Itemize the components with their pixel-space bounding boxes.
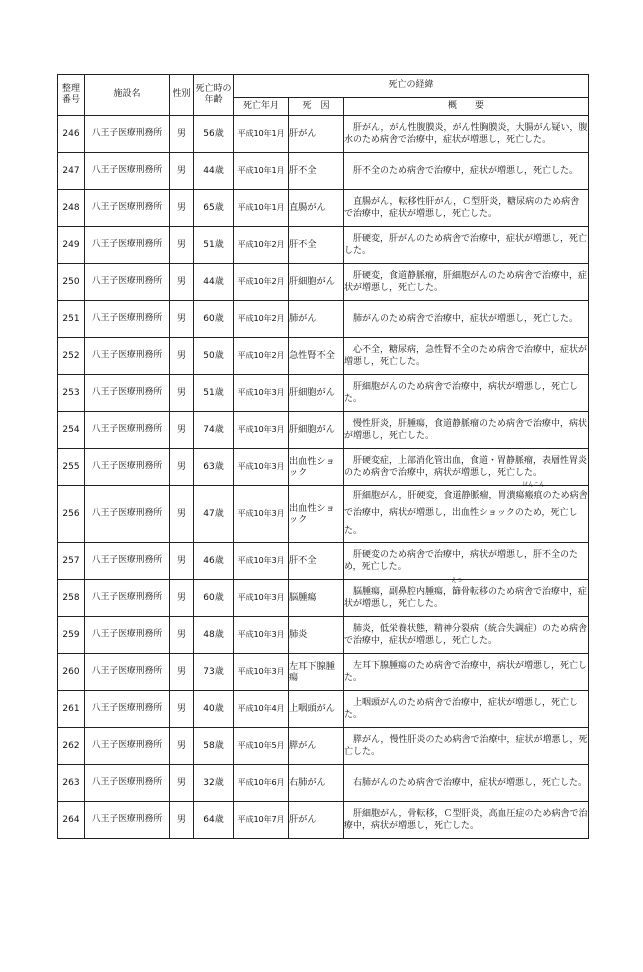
facility-name: 八王子医療刑務所 bbox=[85, 338, 170, 375]
age-at-death: 44歳 bbox=[194, 264, 234, 301]
table-header bbox=[58, 75, 589, 116]
sex: 男 bbox=[170, 375, 194, 412]
age-at-death: 47歳 bbox=[194, 486, 234, 543]
table-row bbox=[58, 190, 589, 227]
row-number: 254 bbox=[58, 412, 85, 449]
sex: 男 bbox=[170, 728, 194, 765]
row-number: 258 bbox=[58, 580, 85, 617]
facility-name: 八王子医療刑務所 bbox=[85, 543, 170, 580]
table-row bbox=[58, 412, 589, 449]
table-row bbox=[58, 449, 589, 486]
sex: 男 bbox=[170, 617, 194, 654]
table-row bbox=[58, 375, 589, 412]
cause-of-death: 肺がん bbox=[289, 301, 344, 338]
sex: 男 bbox=[170, 449, 194, 486]
sex: 男 bbox=[170, 412, 194, 449]
age-at-death: 51歳 bbox=[194, 375, 234, 412]
row-number: 247 bbox=[58, 153, 85, 190]
cause-of-death: 肝不全 bbox=[289, 153, 344, 190]
row-number: 260 bbox=[58, 654, 85, 691]
row-number: 263 bbox=[58, 765, 85, 802]
row-number: 256 bbox=[58, 486, 85, 543]
summary: 肝硬変，肝がんのため病舎で治療中，症状が増悪し，死亡した。 bbox=[344, 227, 589, 264]
facility-name: 八王子医療刑務所 bbox=[85, 375, 170, 412]
age-at-death: 40歳 bbox=[194, 691, 234, 728]
table-row bbox=[58, 802, 589, 839]
facility-name: 八王子医療刑務所 bbox=[85, 301, 170, 338]
summary: 左耳下腺腫瘍のため病舎で治療中，病状が増悪し，死亡した。 bbox=[344, 654, 589, 691]
summary: 上咽頭がんのため病舎で治療中，症状が増悪し，死亡した。 bbox=[344, 691, 589, 728]
sex: 男 bbox=[170, 765, 194, 802]
age-at-death: 50歳 bbox=[194, 338, 234, 375]
summary-text-before: 脳腫瘍，副鼻腔内腫瘍， bbox=[353, 586, 453, 597]
age-at-death: 63歳 bbox=[194, 449, 234, 486]
table-row bbox=[58, 301, 589, 338]
age-at-death: 58歳 bbox=[194, 728, 234, 765]
header-age: 死亡時の年齢 bbox=[194, 75, 234, 116]
row-number: 250 bbox=[58, 264, 85, 301]
facility-name: 八王子医療刑務所 bbox=[85, 691, 170, 728]
sex: 男 bbox=[170, 153, 194, 190]
cause-of-death: 肝がん bbox=[289, 802, 344, 839]
row-number: 261 bbox=[58, 691, 85, 728]
table-row bbox=[58, 227, 589, 264]
summary-ruby-term bbox=[451, 577, 462, 597]
cause-of-death: 肺炎 bbox=[289, 617, 344, 654]
death-date: 平成10年3月 bbox=[234, 412, 289, 449]
summary: 肝細胞がん，骨転移，Ｃ型肝炎，高血圧症のため病舎で治療中，病状が増悪し，死亡した。 bbox=[344, 802, 589, 839]
sex: 男 bbox=[170, 190, 194, 227]
death-record-table bbox=[57, 74, 589, 839]
sex: 男 bbox=[170, 338, 194, 375]
age-at-death: 46歳 bbox=[194, 543, 234, 580]
row-number: 257 bbox=[58, 543, 85, 580]
age-at-death: 48歳 bbox=[194, 617, 234, 654]
row-number: 262 bbox=[58, 728, 85, 765]
table-row bbox=[58, 543, 589, 580]
facility-name: 八王子医療刑務所 bbox=[85, 486, 170, 543]
summary-text-after: のため病舎で治療中，病状が増悪し，出血性ショックのため，死亡した。 bbox=[344, 491, 588, 536]
facility-name: 八王子医療刑務所 bbox=[85, 654, 170, 691]
summary: 肝細胞がんのため病舎で治療中，病状が増悪し，死亡した。 bbox=[344, 375, 589, 412]
ruby-base: 瘢痕 bbox=[524, 491, 543, 502]
header-no: 整理番号 bbox=[58, 75, 85, 116]
age-at-death: 60歳 bbox=[194, 580, 234, 617]
death-date: 平成10年3月 bbox=[234, 449, 289, 486]
age-at-death: 60歳 bbox=[194, 301, 234, 338]
facility-name: 八王子医療刑務所 bbox=[85, 580, 170, 617]
death-date: 平成10年2月 bbox=[234, 264, 289, 301]
sex: 男 bbox=[170, 486, 194, 543]
header-cause: 死 因 bbox=[289, 98, 344, 116]
cause-of-death: 膵がん bbox=[289, 728, 344, 765]
death-date: 平成10年2月 bbox=[234, 227, 289, 264]
facility-name: 八王子医療刑務所 bbox=[85, 412, 170, 449]
death-date: 平成10年3月 bbox=[234, 654, 289, 691]
summary: 肝がん，がん性腹膜炎，がん性胸膜炎，大腸がん疑い，腹水のため病舎で治療中，症状が増悪し，死亡した。 bbox=[344, 116, 589, 153]
row-number: 259 bbox=[58, 617, 85, 654]
sex: 男 bbox=[170, 227, 194, 264]
summary-text-after: 骨転移のため病舎で治療中，症状が増悪し，死亡した。 bbox=[344, 586, 588, 609]
cause-of-death: 肝不全 bbox=[289, 543, 344, 580]
header-process: 死亡の経緯 bbox=[234, 75, 589, 98]
facility-name: 八王子医療刑務所 bbox=[85, 802, 170, 839]
age-at-death: 32歳 bbox=[194, 765, 234, 802]
table-body bbox=[58, 116, 589, 839]
cause-of-death: 肝がん bbox=[289, 116, 344, 153]
age-at-death: 44歳 bbox=[194, 153, 234, 190]
sex: 男 bbox=[170, 580, 194, 617]
age-at-death: 65歳 bbox=[194, 190, 234, 227]
facility-name: 八王子医療刑務所 bbox=[85, 227, 170, 264]
cause-of-death: 直腸がん bbox=[289, 190, 344, 227]
table-row bbox=[58, 116, 589, 153]
row-number: 249 bbox=[58, 227, 85, 264]
facility-name: 八王子医療刑務所 bbox=[85, 153, 170, 190]
summary: 慢性肝炎，肝腫瘍，食道静脈瘤のため病舎で治療中，病状が増悪し，死亡した。 bbox=[344, 412, 589, 449]
summary-ruby-term bbox=[522, 482, 545, 502]
row-number: 255 bbox=[58, 449, 85, 486]
table-row bbox=[58, 486, 589, 543]
summary: 右肺がんのため病舎で治療中，症状が増悪し，死亡した。 bbox=[344, 765, 589, 802]
cause-of-death: 脳腫瘍 bbox=[289, 580, 344, 617]
ruby-base: 篩 bbox=[452, 586, 462, 597]
death-date: 平成10年7月 bbox=[234, 802, 289, 839]
table-row bbox=[58, 765, 589, 802]
death-date: 平成10年2月 bbox=[234, 338, 289, 375]
death-date: 平成10年2月 bbox=[234, 301, 289, 338]
table-row bbox=[58, 617, 589, 654]
age-at-death: 56歳 bbox=[194, 116, 234, 153]
death-date: 平成10年1月 bbox=[234, 153, 289, 190]
death-date: 平成10年3月 bbox=[234, 543, 289, 580]
death-date: 平成10年5月 bbox=[234, 728, 289, 765]
summary bbox=[344, 482, 589, 543]
ruby-reading: はんこん bbox=[522, 482, 545, 489]
summary: 膵がん，慢性肝炎のため病舎で治療中，症状が増悪し，死亡した。 bbox=[344, 728, 589, 765]
sex: 男 bbox=[170, 802, 194, 839]
summary: 直腸がん，転移性肝がん，Ｃ型肝炎，糖尿病のため病舎で治療中，症状が増悪し，死亡した。 bbox=[344, 190, 589, 227]
death-date: 平成10年3月 bbox=[234, 580, 289, 617]
sex: 男 bbox=[170, 116, 194, 153]
summary: 肝硬変症，上部消化管出血，食道・胃静脈瘤，表層性胃炎のため病舎で治療中，病状が増悪し，死亡した。 bbox=[344, 449, 589, 486]
row-number: 253 bbox=[58, 375, 85, 412]
table-row bbox=[58, 264, 589, 301]
facility-name: 八王子医療刑務所 bbox=[85, 449, 170, 486]
table-row bbox=[58, 728, 589, 765]
cause-of-death: 左耳下腺腫瘍 bbox=[289, 654, 344, 691]
cause-of-death: 肝不全 bbox=[289, 227, 344, 264]
sex: 男 bbox=[170, 301, 194, 338]
sex: 男 bbox=[170, 264, 194, 301]
header-summary: 概 要 bbox=[344, 98, 589, 116]
sex: 男 bbox=[170, 543, 194, 580]
cause-of-death: 上咽頭がん bbox=[289, 691, 344, 728]
death-date: 平成10年1月 bbox=[234, 190, 289, 227]
age-at-death: 73歳 bbox=[194, 654, 234, 691]
table-row bbox=[58, 153, 589, 190]
facility-name: 八王子医療刑務所 bbox=[85, 116, 170, 153]
facility-name: 八王子医療刑務所 bbox=[85, 190, 170, 227]
table-row bbox=[58, 580, 589, 617]
row-number: 251 bbox=[58, 301, 85, 338]
cause-of-death: 出血性ショック bbox=[289, 449, 344, 486]
facility-name: 八王子医療刑務所 bbox=[85, 617, 170, 654]
death-date: 平成10年1月 bbox=[234, 116, 289, 153]
cause-of-death: 肝細胞がん bbox=[289, 375, 344, 412]
row-number: 252 bbox=[58, 338, 85, 375]
death-date: 平成10年6月 bbox=[234, 765, 289, 802]
summary: 肺炎，低栄養状態，精神分裂病（統合失調症）のため病舎で治療中，症状が増悪し，死亡した。 bbox=[344, 617, 589, 654]
cause-of-death: 肝細胞がん bbox=[289, 264, 344, 301]
table-row bbox=[58, 654, 589, 691]
death-date: 平成10年4月 bbox=[234, 691, 289, 728]
age-at-death: 51歳 bbox=[194, 227, 234, 264]
death-date: 平成10年3月 bbox=[234, 617, 289, 654]
ruby-reading: えつ bbox=[451, 577, 462, 584]
summary-text-before: 肝細胞がん，肝硬変，食道静脈瘤，胃潰瘍 bbox=[353, 491, 525, 502]
header-facility: 施設名 bbox=[85, 75, 170, 116]
header-date: 死亡年月 bbox=[234, 98, 289, 116]
death-date: 平成10年3月 bbox=[234, 375, 289, 412]
table-row bbox=[58, 338, 589, 375]
cause-of-death: 右肺がん bbox=[289, 765, 344, 802]
cause-of-death: 肝細胞がん bbox=[289, 412, 344, 449]
header-sex: 性別 bbox=[170, 75, 194, 116]
facility-name: 八王子医療刑務所 bbox=[85, 765, 170, 802]
age-at-death: 74歳 bbox=[194, 412, 234, 449]
summary: 肝硬変，食道静脈瘤，肝細胞がんのため病舎で治療中，症状が増悪し，死亡した。 bbox=[344, 264, 589, 301]
summary: 肝不全のため病舎で治療中，症状が増悪し，死亡した。 bbox=[344, 153, 589, 190]
age-at-death: 64歳 bbox=[194, 802, 234, 839]
row-number: 246 bbox=[58, 116, 85, 153]
cause-of-death: 出血性ショック bbox=[289, 486, 344, 543]
cause-of-death: 急性腎不全 bbox=[289, 338, 344, 375]
summary bbox=[344, 577, 589, 617]
facility-name: 八王子医療刑務所 bbox=[85, 264, 170, 301]
summary: 肝硬変のため病舎で治療中，病状が増悪し，肝不全のため，死亡した。 bbox=[344, 543, 589, 580]
sex: 男 bbox=[170, 691, 194, 728]
summary: 心不全，糖尿病，急性腎不全のため病舎で治療中，症状が増悪し，死亡した。 bbox=[344, 338, 589, 375]
facility-name: 八王子医療刑務所 bbox=[85, 728, 170, 765]
death-date: 平成10年3月 bbox=[234, 486, 289, 543]
sex: 男 bbox=[170, 654, 194, 691]
row-number: 264 bbox=[58, 802, 85, 839]
table-row bbox=[58, 691, 589, 728]
row-number: 248 bbox=[58, 190, 85, 227]
summary: 肺がんのため病舎で治療中，症状が増悪し，死亡した。 bbox=[344, 301, 589, 338]
